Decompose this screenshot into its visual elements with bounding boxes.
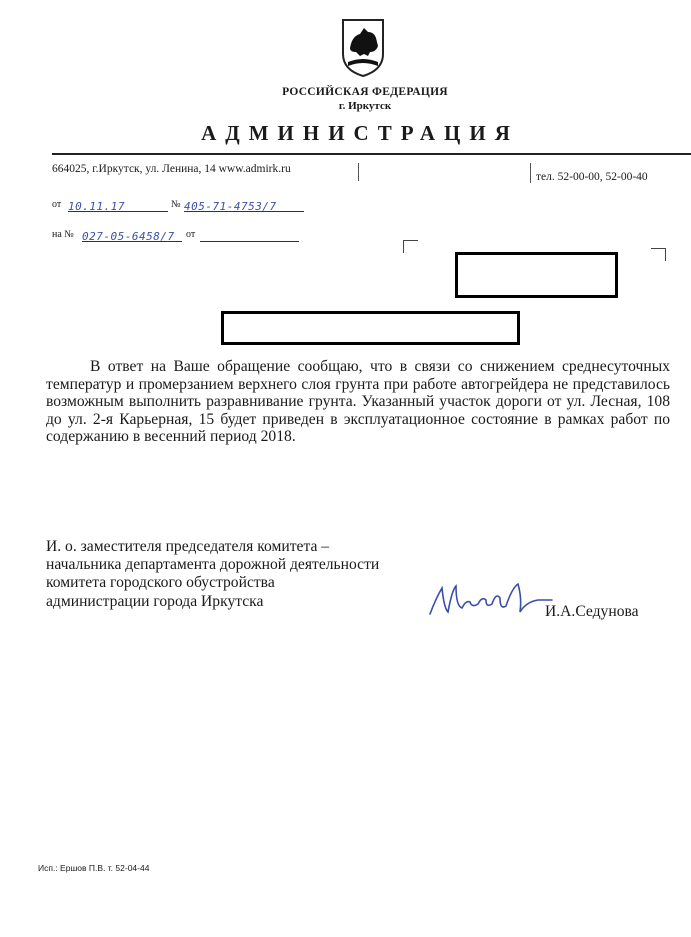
address-line: 664025, г.Иркутск, ул. Ленина, 14 www.admirk.ru: [52, 163, 291, 175]
irkutsk-coat-of-arms-icon: [340, 18, 386, 78]
signatory-title: [46, 538, 379, 611]
signatory-title-line-2: начальника департамента дорожной деятельности: [46, 556, 380, 574]
number-field: [184, 197, 304, 212]
incoming-number-field: [82, 227, 182, 242]
organization-title: АДМИНИСТРАЦИЯ: [201, 121, 519, 145]
city-name: г. Иркутск: [338, 100, 392, 112]
signatory-name: И.А.Седунова: [545, 603, 639, 620]
outgoing-number: 405-71-4753/7: [184, 200, 277, 213]
letter-paragraph: В ответ на Ваше обращение сообщаю, что в связи со снижением среднесуточных температур и промерзанием верхнего слоя грунта при работе автогрейдера не представилось возможным выполнить разравнивание грунта. Указанный участок дороги от ул. Лесная, 108 до ул. 2-я Карьерная, 15 будет приведен в эксплуатационное состояние в рамках работ по содержанию в весенний период 2018.: [46, 358, 670, 446]
incoming-number-label: на №: [52, 229, 74, 240]
signatory-title-line-1: И. о. заместителя председателя комитета –: [46, 538, 330, 555]
phone-divider: [530, 163, 531, 183]
incoming-number: 027-05-6458/7: [82, 230, 175, 243]
number-label: №: [171, 199, 181, 210]
date-label: от: [52, 199, 62, 210]
address-divider: [358, 163, 359, 181]
country-name: РОССИЙСКАЯ ФЕДЕРАЦИЯ: [282, 86, 448, 98]
redacted-addressee: [455, 252, 618, 298]
incoming-date-label: от: [186, 229, 196, 240]
outgoing-date: 10.11.17: [68, 200, 125, 213]
redacted-salutation: [221, 311, 520, 345]
incoming-date-field: [200, 227, 299, 242]
header-divider: [52, 153, 691, 155]
handwritten-signature: [426, 578, 556, 620]
executor-note: Исп.: Ершов П.В. т. 52-04-44: [38, 863, 150, 873]
addressee-corner-right: [651, 248, 666, 261]
date-field: [68, 197, 168, 212]
letter-body: [46, 358, 670, 446]
addressee-corner-left: [403, 240, 418, 253]
signatory-title-line-3: комитета городского обустройства: [46, 574, 275, 592]
signatory-title-line-4: администрации города Иркутска: [46, 592, 264, 610]
phone-line: тел. 52-00-00, 52-00-40: [536, 171, 648, 183]
